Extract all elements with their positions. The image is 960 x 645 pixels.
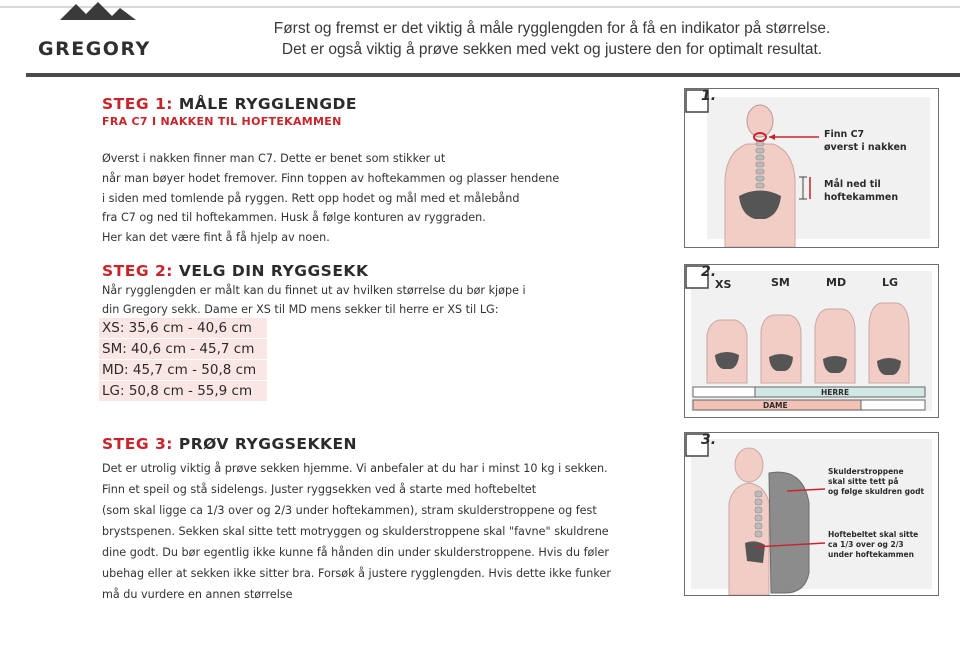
back-illustration	[685, 89, 938, 247]
step2-title: VELG DIN RYGGSEKK	[178, 262, 369, 280]
shoulder-caption-line: skal sitte tett på	[828, 477, 899, 486]
size-row-md: MD: 45,7 cm - 50,8 cm	[99, 360, 267, 380]
size-row-lg: LG: 50,8 cm - 55,9 cm	[99, 381, 267, 401]
step3-title: PRØV RYGGSEKKEN	[178, 435, 358, 453]
step1-line: når man bøyer hodet fremover. Finn toppen av hoftekammen og plasser hendene	[102, 171, 560, 185]
hip-caption-line: under hoftekammen	[828, 550, 914, 559]
step3-line: brystspenen. Sekken skal sitte tett motryggen og skulderstroppene skal "favne" skuldrene	[102, 525, 609, 538]
dame-bar-label: DAME	[763, 401, 788, 410]
step3-line: ubehag eller at sekken ikke sitter bra. Forsøk å justere rygglengden. Hvis dette ikke funker	[102, 567, 611, 580]
shoulder-caption-line: og følge skuldren godt	[828, 487, 925, 496]
step1-subtitle: FRA C7 I NAKKEN TIL HOFTEKAMMEN	[102, 115, 342, 128]
brand-name: GREGORY	[38, 38, 151, 60]
size-label-lg: LG	[882, 276, 899, 289]
intro-line: Først og fremst er det viktig å måle rygglengden for å få en indikator på størrelse.	[273, 20, 831, 37]
hip-caption-line: ca 1/3 over og 2/3	[828, 540, 904, 549]
step3-line: Finn et speil og stå sidelengs. Juster ryggsekken ved å starte med hoftebeltet	[102, 483, 537, 496]
step1-line: fra C7 og ned til hoftekammen. Husk å følge konturen av ryggraden.	[102, 211, 486, 225]
step3-heading	[102, 435, 357, 453]
step3-line: må du vurdere en annen størrelse	[102, 588, 293, 601]
step3-body	[102, 458, 611, 605]
measure-caption-line: hoftekammen	[824, 192, 899, 203]
c7-caption-line: Finn C7	[824, 129, 865, 140]
step1-title: MÅLE RYGGLENGDE	[178, 95, 357, 113]
header-divider	[26, 73, 960, 77]
step1-label: STEG 1:	[102, 95, 173, 113]
size-row-xs: XS: 35,6 cm - 40,6 cm	[99, 318, 267, 338]
measure-caption	[824, 178, 898, 204]
step1-line: Øverst i nakken finner man C7. Dette er benet som stikker ut	[102, 152, 446, 165]
fit-illustration	[685, 433, 938, 595]
size-label-sm: SM	[771, 276, 790, 289]
brand-logo	[38, 6, 163, 58]
step2-line: din Gregory sekk. Dame er XS til MD mens sekker til herre er XS til LG:	[102, 303, 499, 316]
step2-heading	[102, 262, 368, 280]
step3-line: dine godt. Du bør egentlig ikke kunne få hånden din under skulderstroppene. Hvis du føler	[102, 546, 609, 559]
step3-line: (som skal ligge ca 1/3 over og 2/3 under hoftekammen), stram skulderstroppene og fest	[102, 504, 597, 517]
step3-line: Det er utrolig viktig å prøve sekken hjemme. Vi anbefaler at du har i minst 10 kg i sekken.	[102, 462, 608, 475]
shoulder-caption-line: Skulderstroppene	[828, 467, 904, 476]
step1-line: Her kan det være fint å få hjelp av noen.	[102, 231, 330, 245]
step2-label: STEG 2:	[102, 262, 173, 280]
measure-caption-line: Mål ned til	[824, 179, 881, 190]
step1-body	[102, 149, 559, 248]
intro-line: Det er også viktig å prøve sekken med vekt og justere den for optimalt resultat.	[281, 41, 823, 58]
figure-size-chart	[684, 264, 939, 418]
figure2-number: 2.	[701, 264, 717, 280]
hip-caption	[828, 530, 918, 560]
step1-heading	[102, 95, 357, 113]
size-row-sm: SM: 40,6 cm - 45,7 cm	[99, 339, 267, 359]
figure3-number: 3.	[701, 432, 717, 448]
size-table	[99, 318, 267, 402]
size-label-xs: XS	[715, 278, 732, 291]
intro-text	[232, 18, 872, 60]
figure-fit-pack	[684, 432, 939, 596]
figure1-number: 1.	[701, 88, 717, 104]
c7-caption	[824, 128, 907, 154]
size-label-md: MD	[826, 276, 847, 289]
gregory-mark-icon	[58, 0, 138, 22]
step3-label: STEG 3:	[102, 435, 173, 453]
step1-line: i siden med tomlende på ryggen. Rett opp hodet og mål med et målebånd	[102, 191, 520, 205]
shoulder-caption	[828, 467, 924, 497]
hip-caption-line: Hoftebeltet skal sitte	[828, 530, 919, 539]
c7-caption-line: øverst i nakken	[824, 142, 907, 153]
figure-measure-back	[684, 88, 939, 248]
herre-bar-label: HERRE	[821, 388, 850, 397]
step2-body	[102, 281, 526, 319]
step2-line: Når rygglengden er målt kan du finnet ut av hvilken størrelse du bør kjøpe i	[102, 284, 526, 297]
